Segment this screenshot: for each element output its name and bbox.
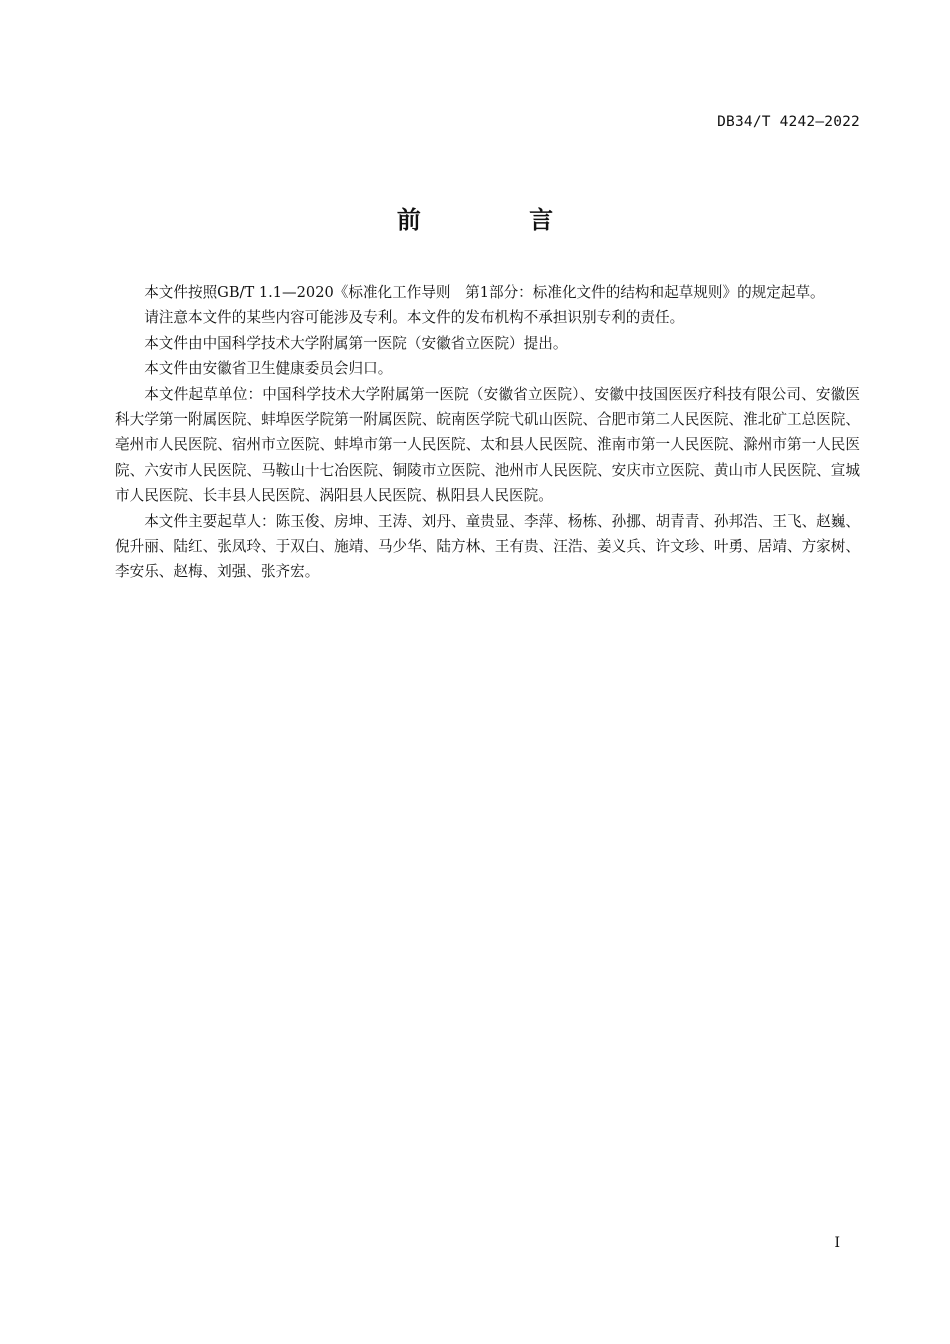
foreword-body (115, 280, 860, 585)
paragraph-patent-notice: 请注意本文件的某些内容可能涉及专利。本文件的发布机构不承担识别专利的责任。 (144, 309, 685, 327)
page-title: 前 言 (396, 206, 604, 234)
paragraph-proposer: 本文件由中国科学技术大学附属第一医院（安徽省立医院）提出。 (144, 334, 568, 352)
paragraph-drafting-basis: 本文件按照GB/T 1.1—2020《标准化工作导则 第1部分：标准化文件的结构和起草规则》的规定起草。 (144, 284, 825, 301)
page-number: I (834, 1235, 840, 1251)
paragraph-drafting-units: 本文件起草单位：中国科学技术大学附属第一医院（安徽省立医院）、安徽中技国医医疗科技有限公司、安徽医科大学第一附属医院、蚌埠医学院第一附属医院、皖南医学院弋矶山医院、合肥市第二人民医院、淮北矿工总医院、亳州市人民医院、宿州市立医院、蚌埠市第一人民医院、太和县人民医院、淮南市第一人民医院、滁州市第一人民医院、六安市人民医院、马鞍山十七冶医院、铜陵市立医院、池州市人民医院、安庆市立医院、黄山市人民医院、宣城市人民医院、长丰县人民医院、涡阳县人民医院、枞阳县人民医院。 (115, 385, 860, 505)
document-code: DB34/T 4242—2022 (717, 114, 860, 130)
paragraph-main-drafters: 本文件主要起草人：陈玉俊、房坤、王涛、刘丹、童贵显、李萍、杨栋、孙挪、胡青青、孙邦浩、王飞、赵巍、倪升丽、陆红、张凤玲、于双白、施靖、马少华、陆方林、王有贵、汪浩、姜义兵、许文珍、叶勇、居靖、方家树、李安乐、赵梅、刘强、张齐宏。 (115, 512, 860, 581)
paragraph-centralized-unit: 本文件由安徽省卫生健康委员会归口。 (144, 360, 393, 378)
